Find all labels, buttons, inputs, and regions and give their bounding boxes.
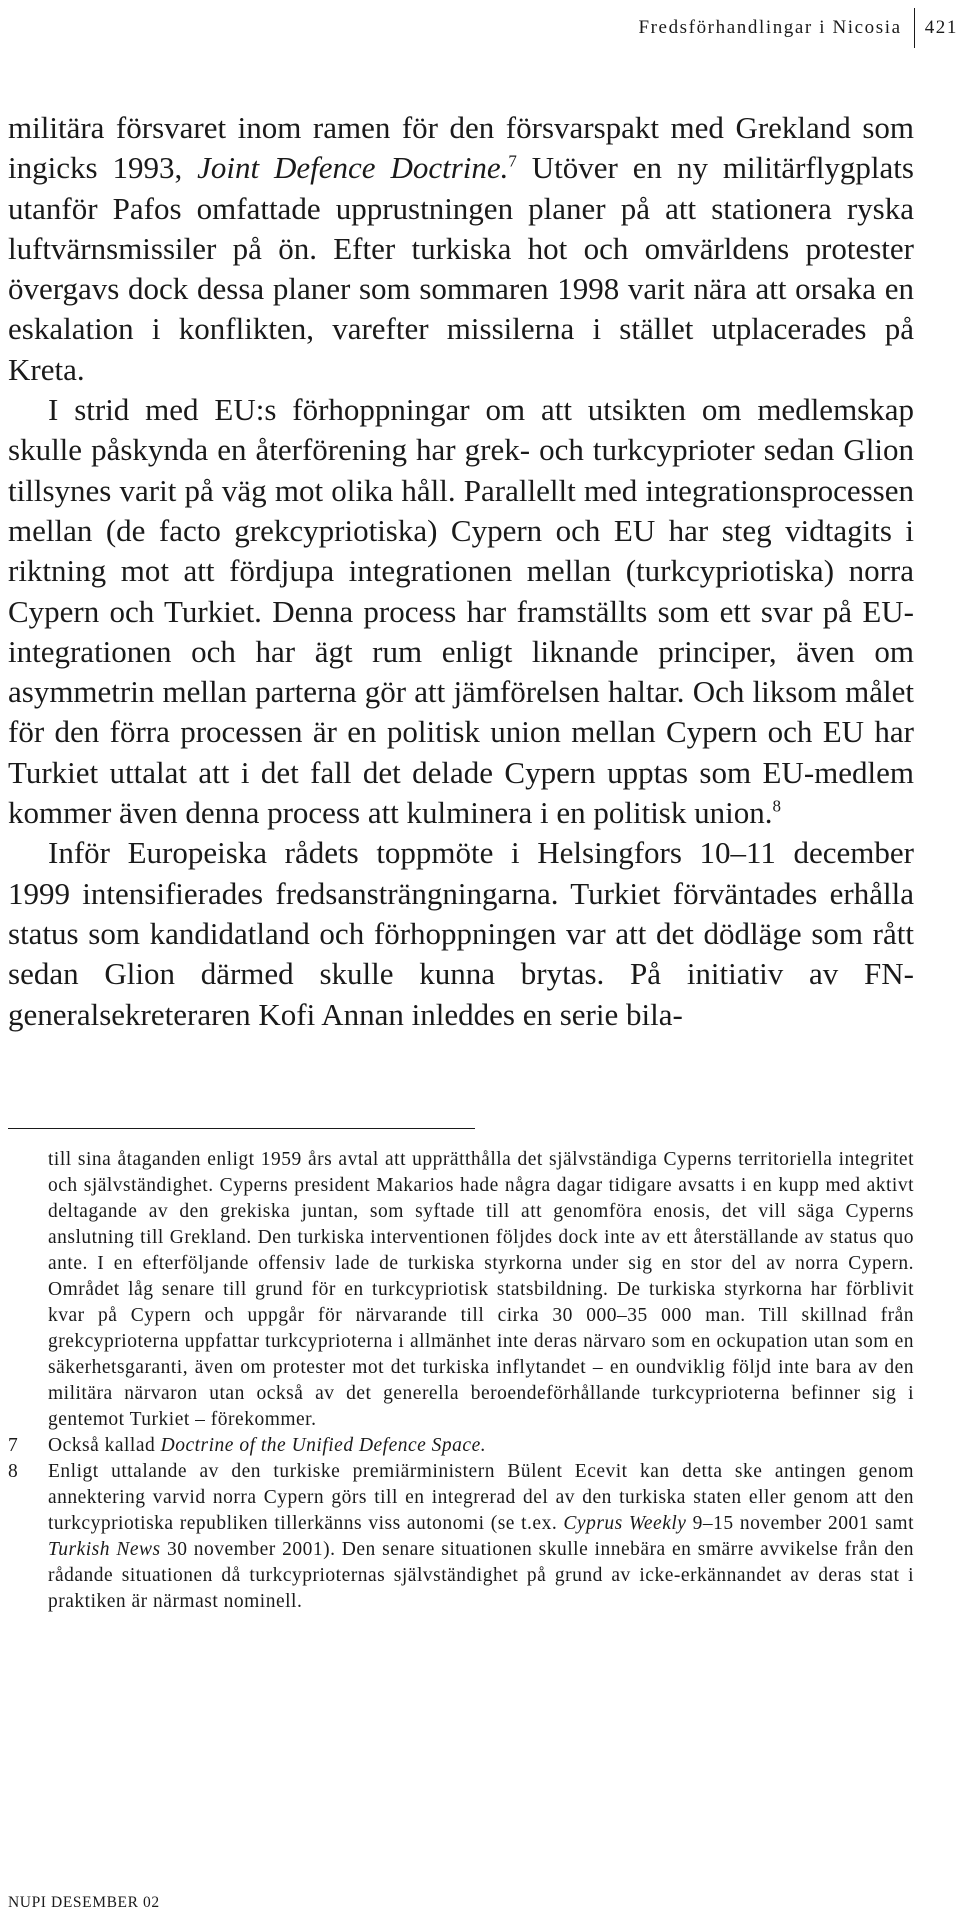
footnote-8-number: 8 [8, 1461, 19, 1482]
footnote-8-text-c: 30 november 2001). Den senare situationen skulle innebära en smärre avvikelse från den rådande situationen då turkcyprioternas självständighet på grund av icke-erkännandet av deras stat i praktiken är närmast nominell. [48, 1539, 914, 1612]
footnote-continued-text: till sina åtaganden enligt 1959 års avtal att upprätthålla det självständiga Cyperns territoriella integritet och självständighet. Cyperns president Makarios hade några dagar tidigare avsatts i en kupp med aktivt deltagande av den grekiska juntan, som syftade till att genomföra enosis, det vill säga Cyperns anslutning till Grekland. Den turkiska interventionen följdes dock inte av ett återställande av status quo ante. I en efterföljande offensiv lade de turkiska styrkorna under sig en stor del av norra Cypern. Området låg senare till grund för en turkcypriotisk statsbildning. De turkiska styrkorna har förblivit kvar på Cypern och uppgår för närvarande till cirka 30 000–35 000 man. Till skillnad från grekcyprioterna uppfattar turkcyprioterna i allmänhet inte deras närvaro som en ockupation utan som en säkerhetsgaranti, även om protester mot det turkiska inflytandet – en oundviklig följd inte bara av den militära närvaron utan också av det generella beroendeförhållande turkcyprioterna befinner sig i gentemot Turkiet – förekommer. [48, 1149, 914, 1430]
footnote-ref-8: 8 [772, 796, 781, 816]
running-header [638, 8, 960, 48]
footnote-8-text-b: 9–15 november 2001 samt [686, 1513, 914, 1534]
footnote-8-text-a: Enligt uttalande av den turkiske premiärministern Bülent Ecevit kan detta ske antingen genom annektering varvid norra Cypern görs till en integrerad del av den turkiska staten eller genom att den turkcypriotiska republiken tillerkänns viss autonomi (se t.ex. [48, 1461, 914, 1534]
footnote-8 [8, 1459, 914, 1615]
page-footer: NUPI DESEMBER 02 [8, 1894, 160, 1911]
footnote-7-text [48, 1433, 914, 1459]
footnotes [8, 1147, 914, 1615]
footnote-8-italic-1: Cyprus Weekly [563, 1513, 687, 1534]
main-text [8, 108, 914, 1035]
paragraph-2 [8, 390, 914, 833]
footnote-7-number: 7 [8, 1435, 19, 1456]
footnote-7 [8, 1433, 914, 1459]
footnote-ref-7: 7 [508, 151, 517, 171]
page-number: 421 [924, 17, 958, 38]
paragraph-2-text: I strid med EU:s förhoppningar om att utsikten om medlemskap skulle påskynda en återförening har grek- och turkcyprioter sedan Glion tillsynes varit på väg mot olika håll. Parallellt med integrationsprocessen mellan (de facto grekcypriotiska) Cypern och EU har steg vidtagits i riktning mot att fördjupa integrationen mellan (turkcypriotiska) norra Cypern och Turkiet. Denna process har framställts som ett svar på EU-integrationen och har ägt rum enligt liknande principer, även om asymmetrin mellan parterna gör att jämförelsen haltar. Och liksom målet för den förra processen är en politisk union mellan Cypern och EU har Turkiet uttalat att i det fall det delade Cypern upptas som EU-medlem kommer även denna process att kulminera i en politisk union. [8, 392, 914, 831]
paragraph-1-text-a: militära försvaret inom ramen för den försvarspakt med Grekland som ingicks 1993, [8, 110, 914, 186]
paragraph-1-text-b: Utöver en ny militärflygplats utanför Pafos omfattade upprustningen planer på att stationera ryska luftvärnsmissiler på ön. Efter turkiska hot och omvärldens protester övergavs dock dessa planer som sommaren 1998 varit nära att orsaka en eskalation i konflikten, varefter missilerna i stället utplacerades på Kreta. [8, 150, 914, 387]
footnote-continued [8, 1147, 914, 1433]
footnote-7-italic: Doctrine of the Unified Defence Space. [160, 1435, 487, 1456]
footnote-8-text [48, 1459, 914, 1615]
paragraph-3: Inför Europeiska rådets toppmöte i Helsingfors 10–11 december 1999 intensifierades fredsansträngningarna. Turkiet förväntades erhålla status som kandidatland och förhoppningen var att det dödläge som rått sedan Glion därmed skulle kunna brytas. På initiativ av FN-generalsekreteraren Kofi Annan inleddes en serie bila- [8, 835, 914, 1032]
footnote-continued-indent [8, 1147, 48, 1433]
paragraph-1-italic: Joint Defence Doctrine. [197, 150, 509, 186]
running-header-title: Fredsförhandlingar i Nicosia [638, 17, 902, 38]
footnote-separator [8, 1128, 475, 1129]
footnote-7-text-a: Också kallad [48, 1435, 161, 1456]
footnote-8-italic-2: Turkish News [48, 1539, 161, 1560]
paragraph-1 [8, 108, 914, 390]
